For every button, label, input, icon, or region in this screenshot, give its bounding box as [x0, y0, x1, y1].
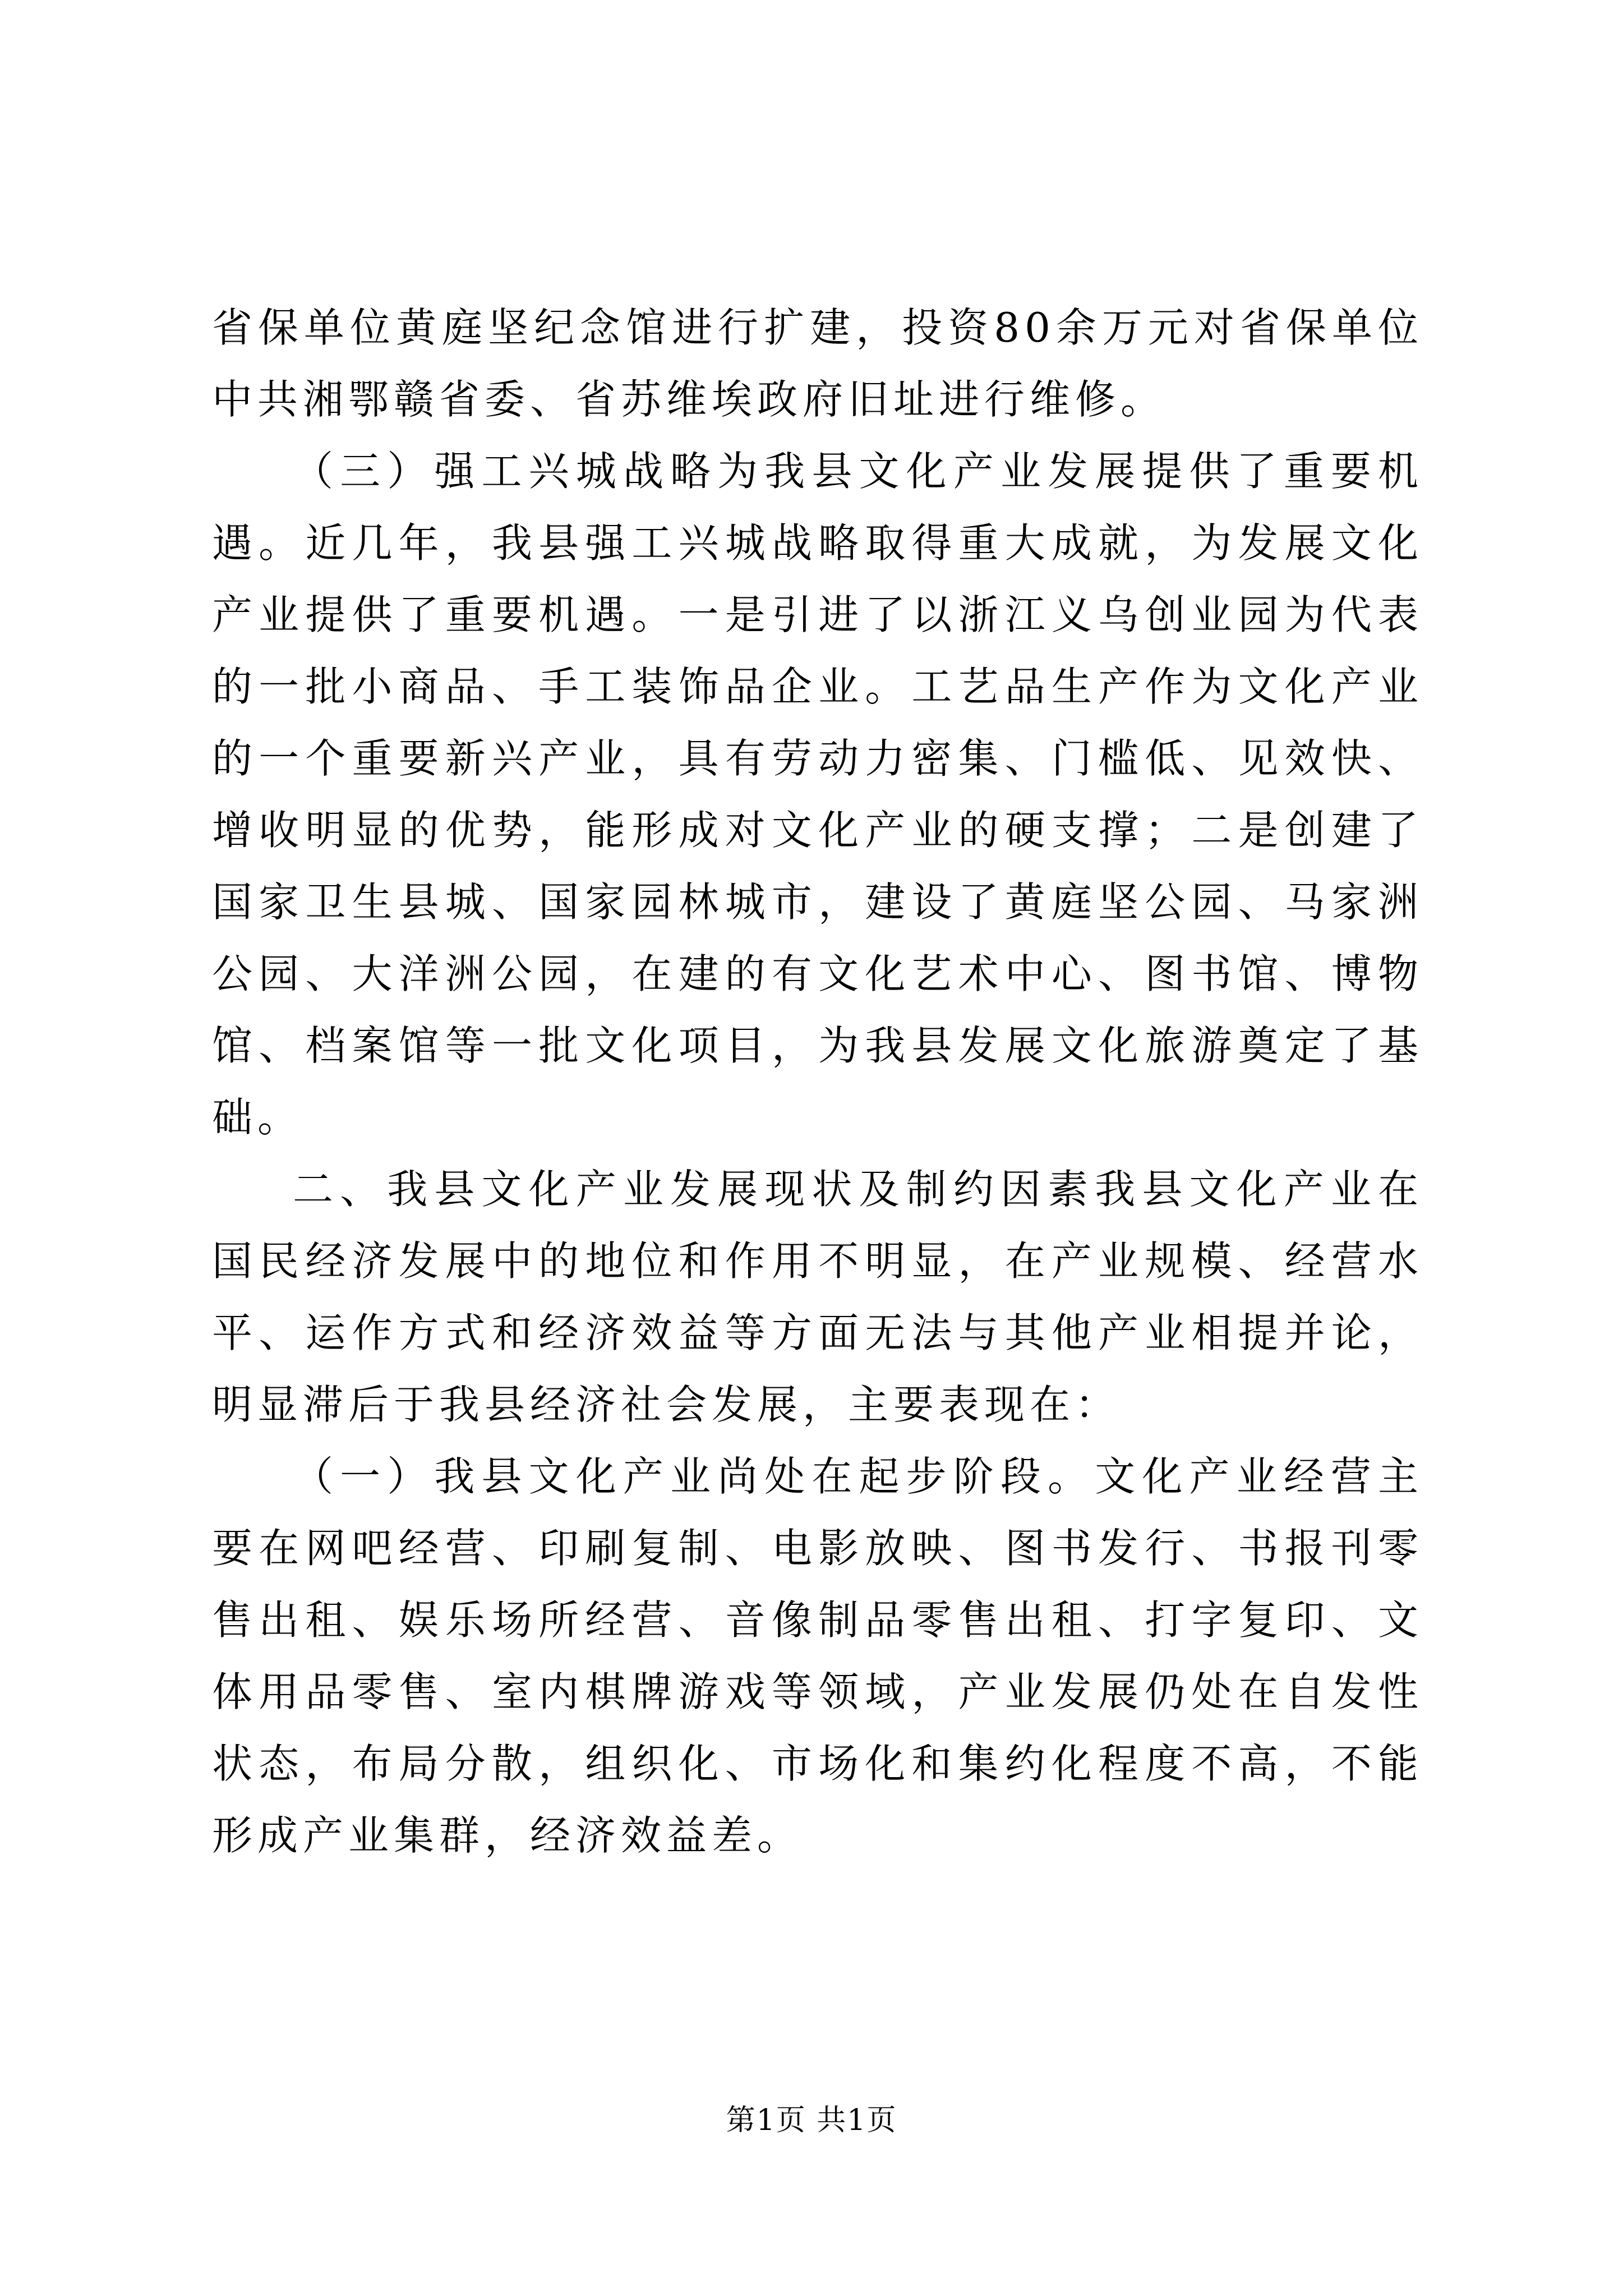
- document-body: [212, 292, 1423, 1871]
- paragraph-section-three: （三）强工兴城战略为我县文化产业发展提供了重要机遇。近几年，我县强工兴城战略取得重大成就，为发展文化产业提供了重要机遇。一是引进了以浙江义乌创业园为代表的一批小商品、手工装饰品企业。工艺品生产作为文化产业的一个重要新兴产业，具有劳动力密集、门槛低、见效快、增收明显的优势，能形成对文化产业的硬支撑；二是创建了国家卫生县城、国家园林城市，建设了黄庭坚公园、马家洲公园、大洋洲公园，在建的有文化艺术中心、图书馆、博物馆、档案馆等一批文化项目，为我县发展文化旅游奠定了基础。: [212, 448, 1423, 1141]
- paragraph-part-two-heading: 二、我县文化产业发展现状及制约因素我县文化产业在国民经济发展中的地位和作用不明显，在产业规模、经营水平、运作方式和经济效益等方面无法与其他产业相提并论，明显滞后于我县经济社会发展，主要表现在：: [212, 1166, 1423, 1428]
- paragraph-section-one: （一）我县文化产业尚处在起步阶段。文化产业经营主要在网吧经营、印刷复制、电影放映、图书发行、书报刊零售出租、娱乐场所经营、音像制品零售出租、打字复印、文体用品零售、室内棋牌游戏等领域，产业发展仍处在自发性状态，布局分散，组织化、市场化和集约化程度不高，不能形成产业集群，经济效益差。: [212, 1453, 1423, 1859]
- paragraph-continuation: 省保单位黄庭坚纪念馆进行扩建，投资80余万元对省保单位中共湘鄂赣省委、省苏维埃政府旧址进行维修。: [212, 304, 1423, 423]
- page-number-footer: 第1页 共1页: [726, 2104, 897, 2137]
